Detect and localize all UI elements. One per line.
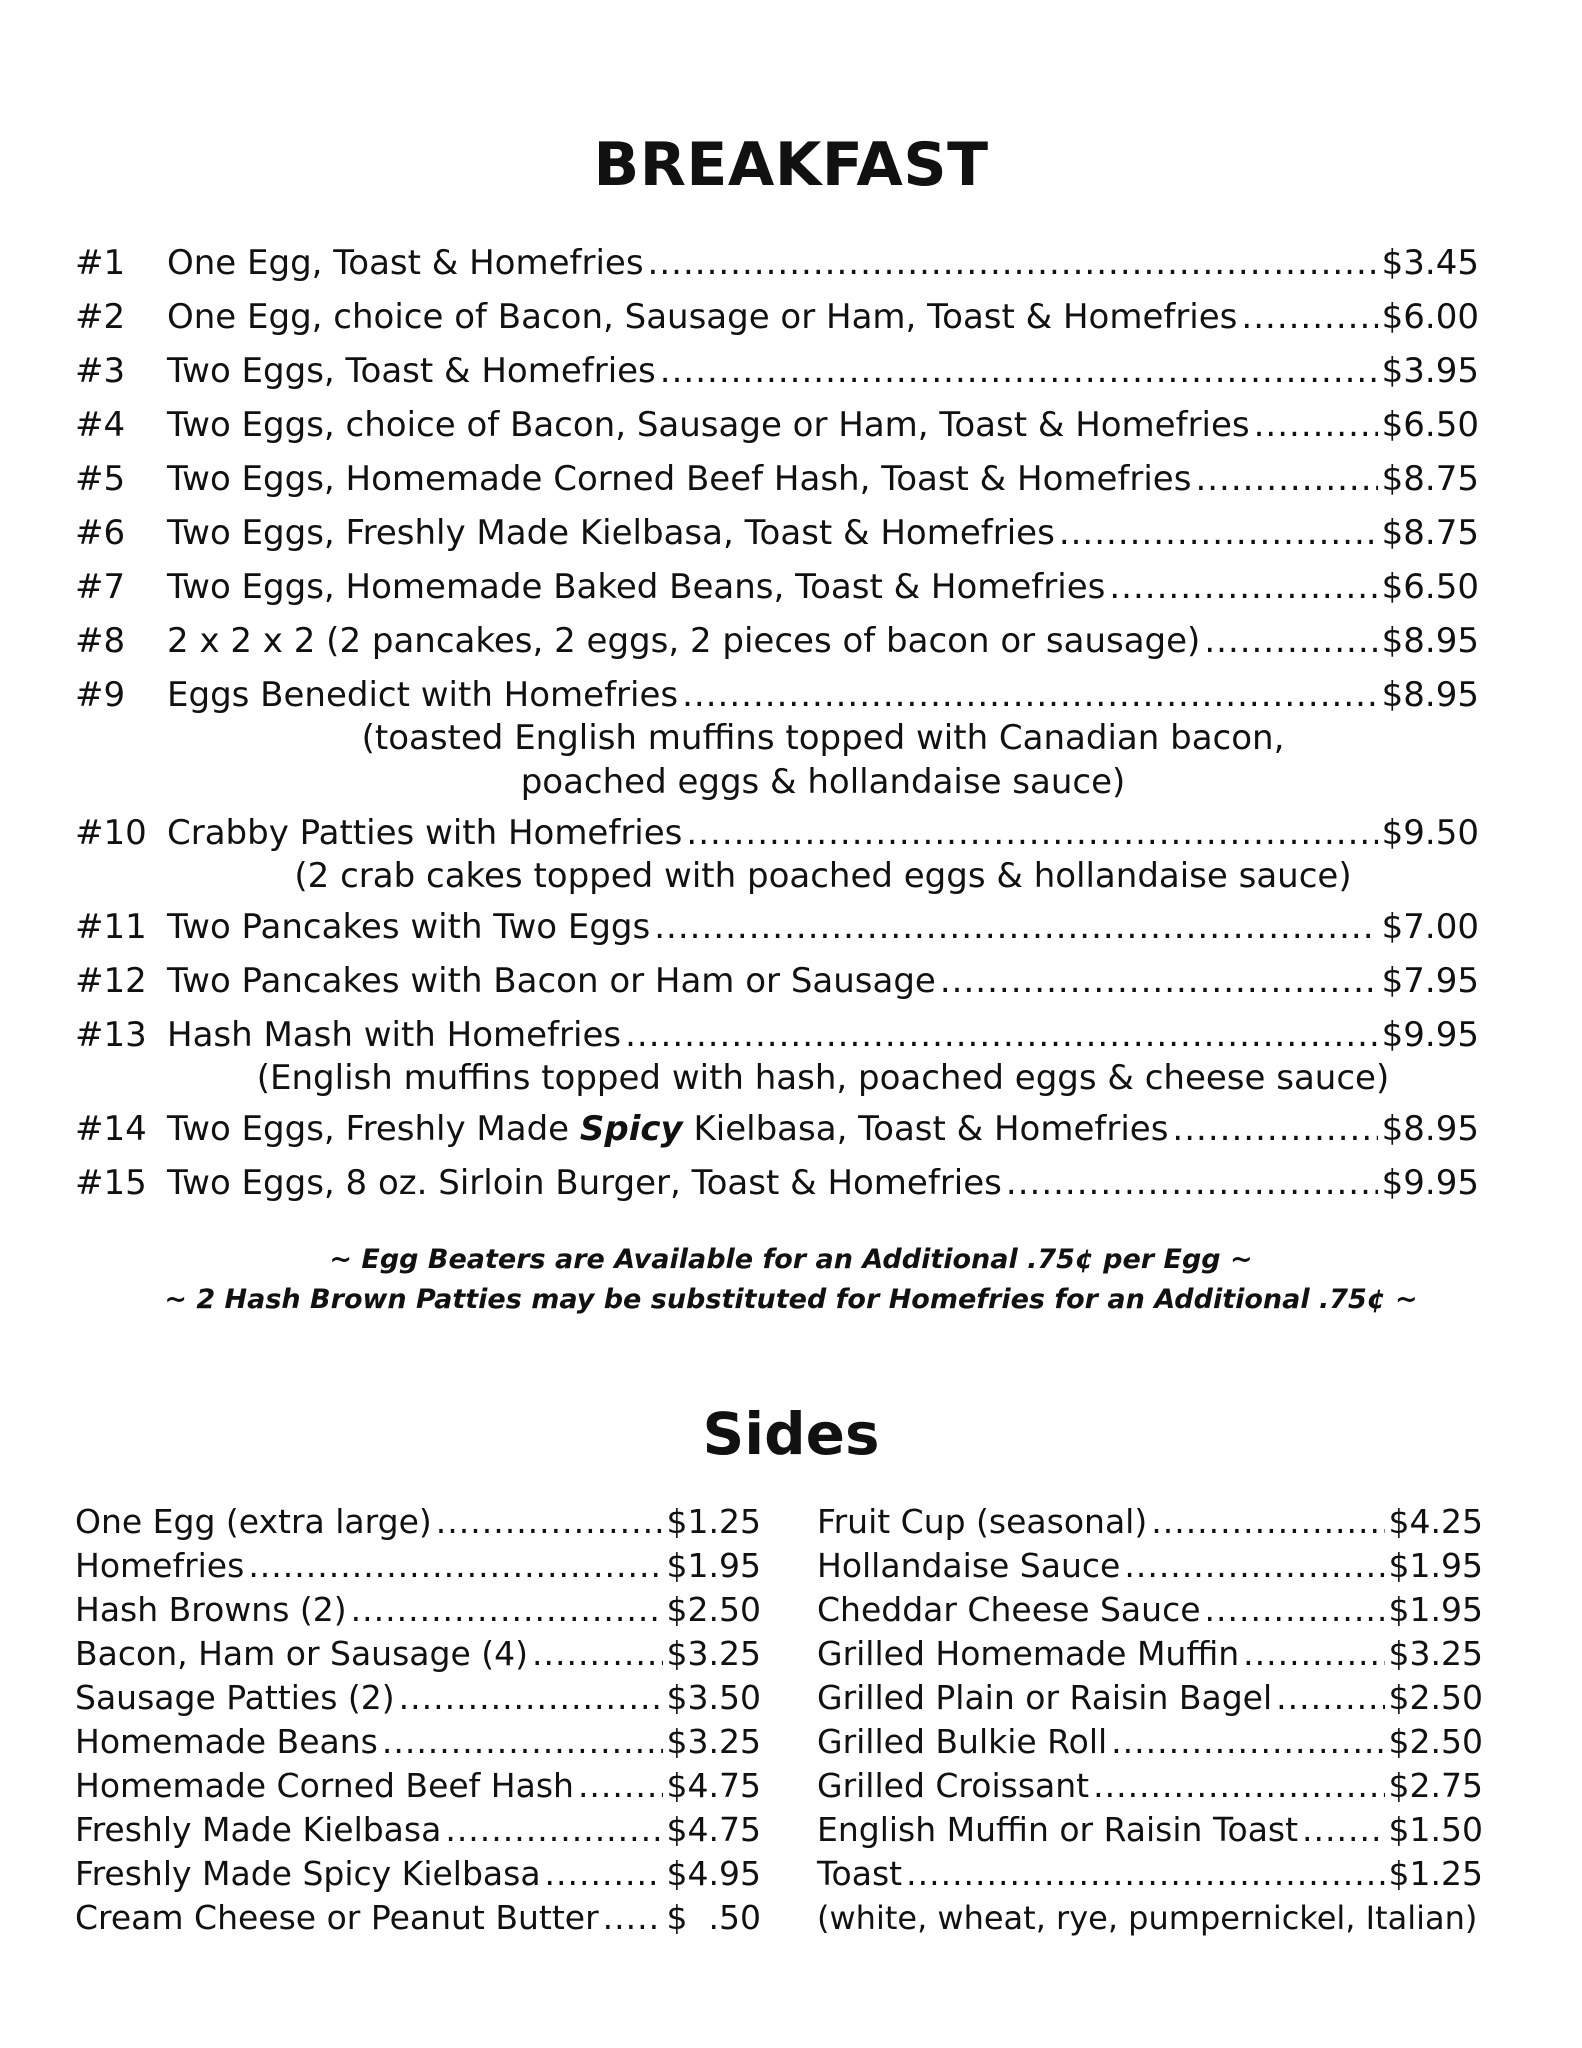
side-price: $4.25	[1388, 1502, 1483, 1541]
egg-beaters-note: ~ Egg Beaters are Available for an Additional .75¢ per Egg ~	[329, 1244, 1253, 1275]
side-price: $4.95	[666, 1854, 761, 1893]
dot-leader	[399, 1676, 663, 1720]
side-price: $1.95	[1388, 1590, 1483, 1629]
item-price: $7.95	[1381, 961, 1479, 1001]
item-number: #2	[75, 297, 126, 337]
item-price: $3.95	[1381, 351, 1479, 391]
item-name-part: Two Eggs, Freshly Made	[167, 1109, 580, 1149]
side-price: $1.95	[666, 1546, 761, 1585]
side-price: $1.95	[1388, 1546, 1483, 1585]
item-price: $8.95	[1381, 675, 1479, 715]
item-number: #3	[75, 351, 126, 391]
item-name: Two Pancakes with Two Eggs	[167, 907, 651, 947]
breakfast-item-10	[75, 806, 1479, 898]
item-name	[167, 1102, 1168, 1156]
dot-leader	[545, 1852, 663, 1896]
toast-options-note: (white, wheat, rye, pumpernickel, Italian)	[817, 1899, 1478, 1937]
sides-left-column	[75, 1500, 761, 1940]
item-name: Eggs Benedict with Homefries	[167, 675, 679, 715]
breakfast-item-7	[75, 560, 1479, 614]
side-price: $2.75	[1388, 1766, 1483, 1805]
side-item	[75, 1852, 761, 1896]
side-item	[817, 1852, 1483, 1896]
side-item	[75, 1676, 761, 1720]
item-name: One Egg, choice of Bacon, Sausage or Ham, Toast & Homefries	[167, 297, 1238, 337]
breakfast-title: BREAKFAST	[593, 130, 989, 200]
breakfast-item-1	[75, 236, 1479, 290]
item-price: $7.00	[1381, 907, 1479, 947]
dot-leader	[1006, 1156, 1378, 1210]
side-price: $2.50	[666, 1590, 761, 1629]
dot-leader	[648, 236, 1378, 290]
side-price: $2.50	[1388, 1678, 1483, 1717]
item-price: $9.95	[1381, 1015, 1479, 1055]
dot-leader	[445, 1808, 662, 1852]
side-name: Grilled Plain or Raisin Bagel	[817, 1678, 1273, 1717]
hash-brown-note: ~ 2 Hash Brown Patties may be substituted for Homefries for an Additional .75¢ ~	[164, 1284, 1418, 1315]
side-item	[75, 1588, 761, 1632]
side-price: $2.50	[1388, 1722, 1483, 1761]
side-name: Sausage Patties (2)	[75, 1678, 395, 1717]
side-name: Freshly Made Kielbasa	[75, 1810, 442, 1849]
side-name: Toast	[817, 1854, 903, 1893]
item-price: $6.50	[1381, 567, 1479, 607]
side-item	[817, 1632, 1483, 1676]
breakfast-item-6	[75, 506, 1479, 560]
item-name: Crabby Patties with Homefries	[167, 813, 683, 853]
side-item	[817, 1808, 1483, 1852]
dot-leader	[1059, 506, 1378, 560]
side-name: Grilled Croissant	[817, 1766, 1090, 1805]
breakfast-list	[75, 236, 1479, 1210]
dot-leader	[1172, 1102, 1377, 1156]
side-price: $1.25	[1388, 1854, 1483, 1893]
side-item	[817, 1500, 1483, 1544]
dot-leader	[436, 1500, 663, 1544]
item-description-line: (toasted English muffins topped with Canadian bacon,	[361, 718, 1285, 758]
item-name-part: Kielbasa, Toast & Homefries	[682, 1109, 1169, 1149]
side-price: $4.75	[666, 1766, 761, 1805]
breakfast-item-4	[75, 398, 1479, 452]
item-name: Two Eggs, choice of Bacon, Sausage or Ham, Toast & Homefries	[167, 405, 1250, 445]
item-name: Hash Mash with Homefries	[167, 1015, 622, 1055]
dot-leader	[603, 1896, 663, 1940]
side-item	[817, 1676, 1483, 1720]
item-name: Two Eggs, Homemade Baked Beans, Toast & Homefries	[167, 567, 1106, 607]
dot-leader	[351, 1588, 663, 1632]
item-description-line: (2 crab cakes topped with poached eggs & hollandaise sauce)	[294, 856, 1352, 896]
item-number: #10	[75, 813, 147, 853]
dot-leader	[906, 1852, 1384, 1896]
side-name: Grilled Homemade Muffin	[817, 1634, 1240, 1673]
side-item	[75, 1632, 761, 1676]
breakfast-item-2	[75, 290, 1479, 344]
dot-leader	[1195, 452, 1377, 506]
side-item	[817, 1544, 1483, 1588]
item-price: $3.45	[1381, 243, 1479, 283]
item-number: #5	[75, 459, 126, 499]
side-name: Cheddar Cheese Sauce	[817, 1590, 1201, 1629]
dot-leader	[682, 668, 1378, 722]
side-name: Hollandaise Sauce	[817, 1546, 1121, 1585]
item-name: Two Eggs, Homemade Corned Beef Hash, Toast & Homefries	[167, 459, 1192, 499]
side-name: Cream Cheese or Peanut Butter	[75, 1898, 599, 1937]
item-price: $9.95	[1381, 1163, 1479, 1203]
item-price: $6.00	[1381, 297, 1479, 337]
item-description	[75, 716, 1479, 804]
dot-leader	[1093, 1764, 1384, 1808]
dot-leader	[248, 1544, 662, 1588]
item-number: #8	[75, 621, 126, 661]
dot-leader	[1254, 398, 1378, 452]
dot-leader	[1109, 560, 1377, 614]
item-number: #4	[75, 405, 126, 445]
side-name: Freshly Made Spicy Kielbasa	[75, 1854, 541, 1893]
dot-leader	[1204, 614, 1377, 668]
item-number: #9	[75, 675, 126, 715]
side-price: $1.25	[666, 1502, 761, 1541]
breakfast-item-8	[75, 614, 1479, 668]
item-number: #1	[75, 243, 126, 283]
breakfast-item-12	[75, 954, 1479, 1008]
breakfast-item-14	[75, 1102, 1479, 1156]
sides-title: Sides	[702, 1400, 880, 1468]
item-number: #12	[75, 961, 147, 1001]
item-name: Two Eggs, Toast & Homefries	[167, 351, 656, 391]
side-name: Bacon, Ham or Sausage (4)	[75, 1634, 528, 1673]
item-description	[75, 1056, 1479, 1100]
side-name: Fruit Cup (seasonal)	[817, 1502, 1148, 1541]
side-item	[817, 1764, 1483, 1808]
dot-leader	[1302, 1808, 1384, 1852]
item-price: $8.75	[1381, 513, 1479, 553]
dot-leader	[1205, 1588, 1385, 1632]
side-name: Homemade Beans	[75, 1722, 378, 1761]
breakfast-item-13	[75, 1008, 1479, 1100]
dot-leader	[654, 900, 1377, 954]
dot-leader	[1111, 1720, 1384, 1764]
item-name: One Egg, Toast & Homefries	[167, 243, 644, 283]
item-price: $8.75	[1381, 459, 1479, 499]
dot-leader	[532, 1632, 663, 1676]
side-price: $3.25	[666, 1722, 761, 1761]
item-name: 2 x 2 x 2 (2 pancakes, 2 eggs, 2 pieces of bacon or sausage)	[167, 621, 1201, 661]
item-description	[75, 854, 1479, 898]
dot-leader	[625, 1008, 1378, 1062]
item-number: #15	[75, 1163, 147, 1203]
breakfast-item-15	[75, 1156, 1479, 1210]
item-price: $8.95	[1381, 1109, 1479, 1149]
dot-leader	[578, 1764, 663, 1808]
side-item	[75, 1500, 761, 1544]
side-item	[75, 1764, 761, 1808]
side-item	[75, 1544, 761, 1588]
side-item	[75, 1896, 761, 1940]
dot-leader	[686, 806, 1377, 860]
item-number: #14	[75, 1109, 147, 1149]
side-name: One Egg (extra large)	[75, 1502, 432, 1541]
breakfast-item-3	[75, 344, 1479, 398]
side-name: English Muffin or Raisin Toast	[817, 1810, 1299, 1849]
item-name: Two Eggs, 8 oz. Sirloin Burger, Toast & Homefries	[167, 1163, 1002, 1203]
side-name: Homefries	[75, 1546, 245, 1585]
side-item	[817, 1588, 1483, 1632]
item-price: $6.50	[1381, 405, 1479, 445]
item-price: $8.95	[1381, 621, 1479, 661]
side-price: $3.25	[666, 1634, 761, 1673]
item-price: $9.50	[1381, 813, 1479, 853]
dot-leader	[1243, 1632, 1384, 1676]
item-name: Two Pancakes with Bacon or Ham or Sausage	[167, 961, 936, 1001]
side-price: $3.25	[1388, 1634, 1483, 1673]
side-price: $ .50	[666, 1898, 761, 1937]
item-number: #11	[75, 907, 147, 947]
breakfast-item-11	[75, 900, 1479, 954]
item-description-line: poached eggs & hollandaise sauce)	[520, 762, 1126, 802]
dot-leader	[940, 954, 1378, 1008]
breakfast-item-9	[75, 668, 1479, 804]
side-name: Hash Browns (2)	[75, 1590, 347, 1629]
side-name: Grilled Bulkie Roll	[817, 1722, 1108, 1761]
side-item	[817, 1720, 1483, 1764]
item-number: #6	[75, 513, 126, 553]
side-price: $4.75	[666, 1810, 761, 1849]
dot-leader	[1124, 1544, 1384, 1588]
item-description-line: (English muffins topped with hash, poached eggs & cheese sauce)	[256, 1058, 1390, 1098]
side-item	[75, 1720, 761, 1764]
breakfast-item-5	[75, 452, 1479, 506]
dot-leader	[1151, 1500, 1384, 1544]
dot-leader	[660, 344, 1378, 398]
dot-leader	[382, 1720, 663, 1764]
item-number: #13	[75, 1015, 147, 1055]
side-name: Homemade Corned Beef Hash	[75, 1766, 574, 1805]
dot-leader	[1276, 1676, 1384, 1720]
item-name: Two Eggs, Freshly Made Kielbasa, Toast & Homefries	[167, 513, 1055, 553]
item-number: #7	[75, 567, 126, 607]
sides-right-column	[817, 1500, 1483, 1940]
side-item	[75, 1808, 761, 1852]
side-price: $3.50	[666, 1678, 761, 1717]
side-price: $1.50	[1388, 1810, 1483, 1849]
dot-leader	[1241, 290, 1377, 344]
breakfast-notes	[0, 1240, 1582, 1320]
spicy-emphasis: Spicy	[579, 1109, 683, 1149]
